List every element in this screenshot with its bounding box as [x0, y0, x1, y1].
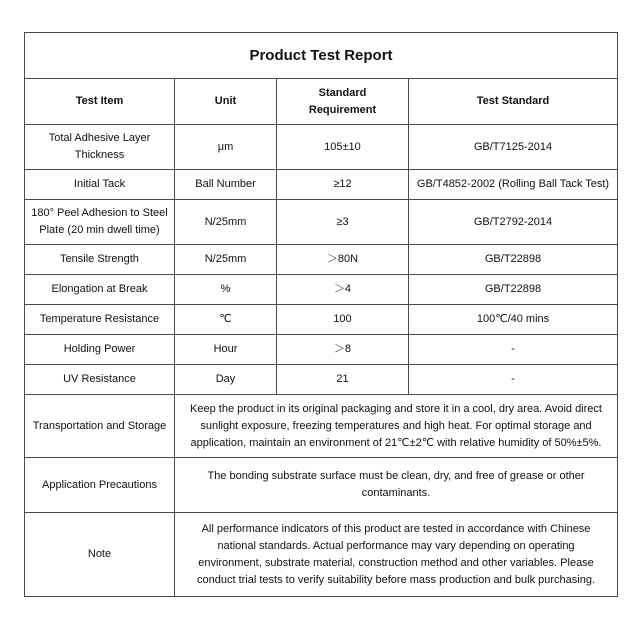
test-item-cell: Total Adhesive Layer Thickness: [25, 125, 175, 170]
report-title: Product Test Report: [25, 33, 618, 79]
requirement-cell: ≥3: [277, 200, 409, 245]
note-text: All performance indicators of this product are tested in accordance with Chinese national standards. Actual performance may vary depending on operating environment, substrate material, construction method and other variables. Please conduct trial tests to verify suitability before mass production and bulk purchasing.: [175, 513, 618, 597]
unit-cell: N/25mm: [175, 245, 277, 275]
requirement-cell: ＞8: [277, 335, 409, 365]
table-row: [25, 305, 618, 335]
requirement-cell: ＞4: [277, 275, 409, 305]
unit-cell: N/25mm: [175, 200, 277, 245]
column-header-test-standard: Test Standard: [409, 79, 618, 125]
table-row: [25, 275, 618, 305]
table-row: [25, 170, 618, 200]
application-precautions-label: Application Precautions: [25, 458, 175, 513]
test-standard-cell: 100℃/40 mins: [409, 305, 618, 335]
unit-cell: %: [175, 275, 277, 305]
test-item-cell: Temperature Resistance: [25, 305, 175, 335]
test-standard-cell: GB/T2792-2014: [409, 200, 618, 245]
test-standard-cell: -: [409, 335, 618, 365]
transportation-storage-label: Transportation and Storage: [25, 395, 175, 458]
test-item-cell: 180° Peel Adhesion to Steel Plate (20 min dwell time): [25, 200, 175, 245]
table-row: [25, 365, 618, 395]
table-row: [25, 335, 618, 365]
test-standard-cell: GB/T22898: [409, 275, 618, 305]
test-standard-cell: GB/T4852-2002 (Rolling Ball Tack Test): [409, 170, 618, 200]
requirement-cell: 100: [277, 305, 409, 335]
test-standard-cell: GB/T22898: [409, 245, 618, 275]
test-report-table: [24, 32, 618, 597]
unit-cell: Ball Number: [175, 170, 277, 200]
test-item-cell: Holding Power: [25, 335, 175, 365]
application-precautions-text: The bonding substrate surface must be clean, dry, and free of grease or other contaminants.: [175, 458, 618, 513]
unit-cell: μm: [175, 125, 277, 170]
test-item-cell: Elongation at Break: [25, 275, 175, 305]
standard-requirement-label: Standard Requirement: [308, 86, 377, 116]
column-header-unit: Unit: [175, 79, 277, 125]
title-row: [25, 33, 618, 79]
unit-cell: Day: [175, 365, 277, 395]
unit-cell: ℃: [175, 305, 277, 335]
unit-cell: Hour: [175, 335, 277, 365]
note-row-precautions: [25, 458, 618, 513]
note-row-storage: [25, 395, 618, 458]
note-label: Note: [25, 513, 175, 597]
column-header-standard-requirement: [277, 79, 409, 125]
requirement-cell: ≥12: [277, 170, 409, 200]
requirement-cell: 105±10: [277, 125, 409, 170]
note-row-note: [25, 513, 618, 597]
header-row: [25, 79, 618, 125]
test-item-cell: Tensile Strength: [25, 245, 175, 275]
test-item-cell: Initial Tack: [25, 170, 175, 200]
requirement-cell: 21: [277, 365, 409, 395]
table-row: [25, 200, 618, 245]
test-standard-cell: -: [409, 365, 618, 395]
test-standard-cell: GB/T7125-2014: [409, 125, 618, 170]
table-row: [25, 125, 618, 170]
table-row: [25, 245, 618, 275]
transportation-storage-text: Keep the product in its original packaging and store it in a cool, dry area. Avoid direct sunlight exposure, freezing temperatures and high heat. For optimal storage and application, maintain an environment of 21℃±2℃ with relative humidity of 50%±5%.: [175, 395, 618, 458]
test-item-cell: UV Resistance: [25, 365, 175, 395]
requirement-cell: ＞80N: [277, 245, 409, 275]
column-header-test-item: Test Item: [25, 79, 175, 125]
